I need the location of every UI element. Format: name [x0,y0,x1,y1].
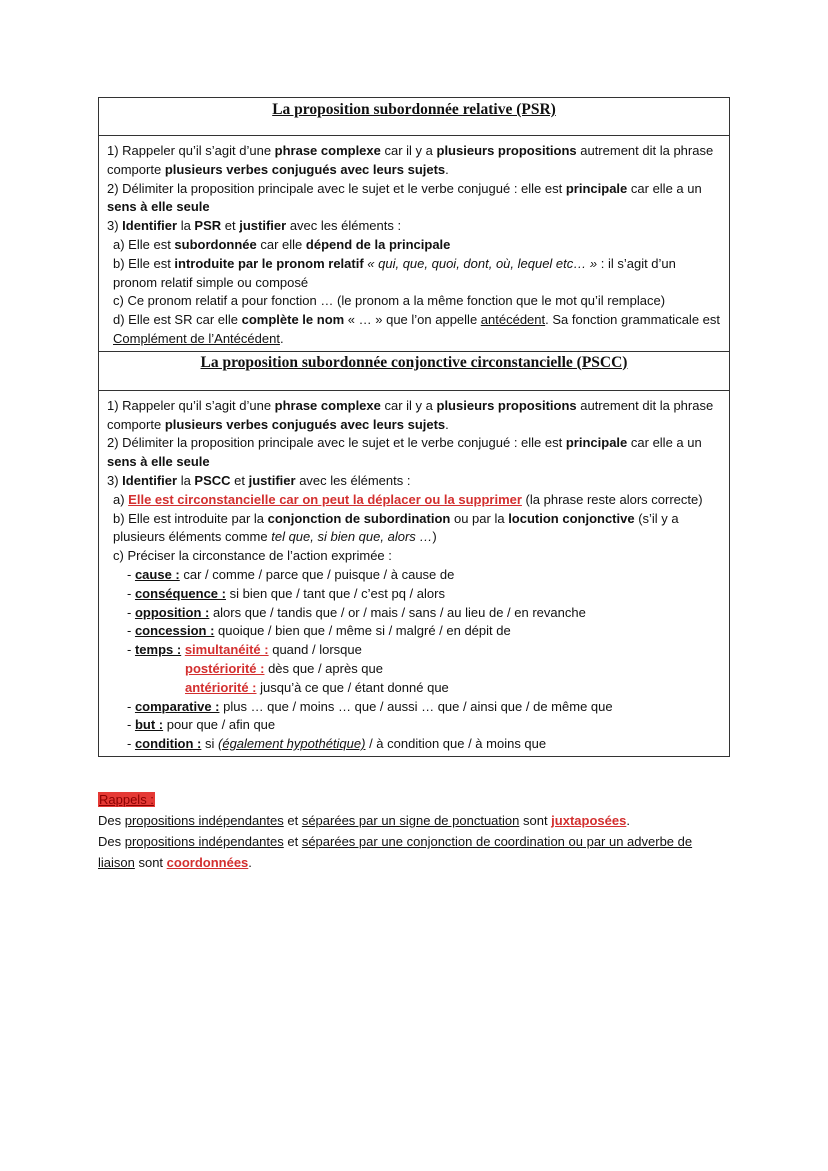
psr-title: La proposition subordonnée relative (PSR) [99,98,730,136]
pscc-item-b: b) Elle est introduite par la conjonction de subordination ou par la locution conjonctive (s’il y a plusieurs éléments comme tel que, si bien que, alors …) [113,510,679,545]
circ-anteriorite: antériorité : jusqu’à ce que / étant donné que [185,679,449,695]
psr-step-3: 3) Identifier la PSR et justifier avec les éléments : [107,218,402,234]
rappel-juxtaposees: Des propositions indépendantes et séparées par un signe de ponctuation sont juxtaposées. [98,813,630,828]
pscc-title: La proposition subordonnée conjonctive circonstancielle (PSCC) [99,351,730,390]
pscc-content [99,390,730,756]
pscc-item-a: a) Elle est circonstancielle car on peut la déplacer ou la supprimer (la phrase reste alors correcte) [113,491,703,507]
circ-cause: - cause : car / comme / parce que / puisque / à cause de [127,566,455,582]
pscc-step-2: 2) Délimiter la proposition principale avec le sujet et le verbe conjugué : elle est principale car elle a un sens à elle seule [107,435,702,470]
circ-posteriorite: postériorité : dès que / après que [185,660,383,676]
circ-opposition: - opposition : alors que / tandis que / or / mais / sans / au lieu de / en revanche [127,604,586,620]
psr-item-d: d) Elle est SR car elle complète le nom « … » que l’on appelle antécédent. Sa fonction grammaticale est Complément de l’Antécédent. [113,312,720,346]
psr-step-1: 1) Rappeler qu’il s’agit d’une phrase complexe car il y a plusieurs propositions autrement dit la phrase comporte plusieurs verbes conjugués avec leurs sujets. [107,143,714,177]
psr-step-2: 2) Délimiter la proposition principale avec le sujet et le verbe conjugué : elle est principale car elle a un sens à elle seule [107,180,702,215]
psr-item-a: a) Elle est subordonnée car elle dépend de la principale [113,236,451,252]
rappels-section [98,789,730,873]
rappels-label: Rappels : [99,792,154,807]
rappel-coordonnees: Des propositions indépendantes et séparées par une conjonction de coordination ou par un adverbe de liaison sont coordonnées. [98,834,693,870]
pscc-item-c: c) Préciser la circonstance de l’action exprimée : [113,548,392,564]
circ-condition: - condition : si (également hypothétique) / à condition que / à moins que [127,736,547,752]
lesson-sheet [98,97,730,757]
circ-concession: - concession : quoique / bien que / même si / malgré / en dépit de [127,623,511,639]
psr-item-b: b) Elle est introduite par le pronom relatif « qui, que, quoi, dont, où, lequel etc… » : il s’agit d’un pronom relatif simple ou composé [113,255,676,290]
circ-but: - but : pour que / afin que [127,717,276,733]
pscc-step-3: 3) Identifier la PSCC et justifier avec les éléments : [107,472,411,488]
circ-temps: - temps : simultanéité : quand / lorsque [127,642,362,658]
circ-consequence: - conséquence : si bien que / tant que / c’est pq / alors [127,585,445,601]
psr-item-c: c) Ce pronom relatif a pour fonction … (le pronom a la même fonction que le mot qu’il remplace) [113,293,666,309]
psr-content [99,136,730,352]
lesson-table [98,97,730,757]
pscc-step-1: 1) Rappeler qu’il s’agit d’une phrase complexe car il y a plusieurs propositions autrement dit la phrase comporte plusieurs verbes conjugués avec leurs sujets. [107,397,714,432]
rappels-label-line [98,789,730,810]
circ-comparative: - comparative : plus … que / moins … que / aussi … que / ainsi que / de même que [127,698,613,714]
